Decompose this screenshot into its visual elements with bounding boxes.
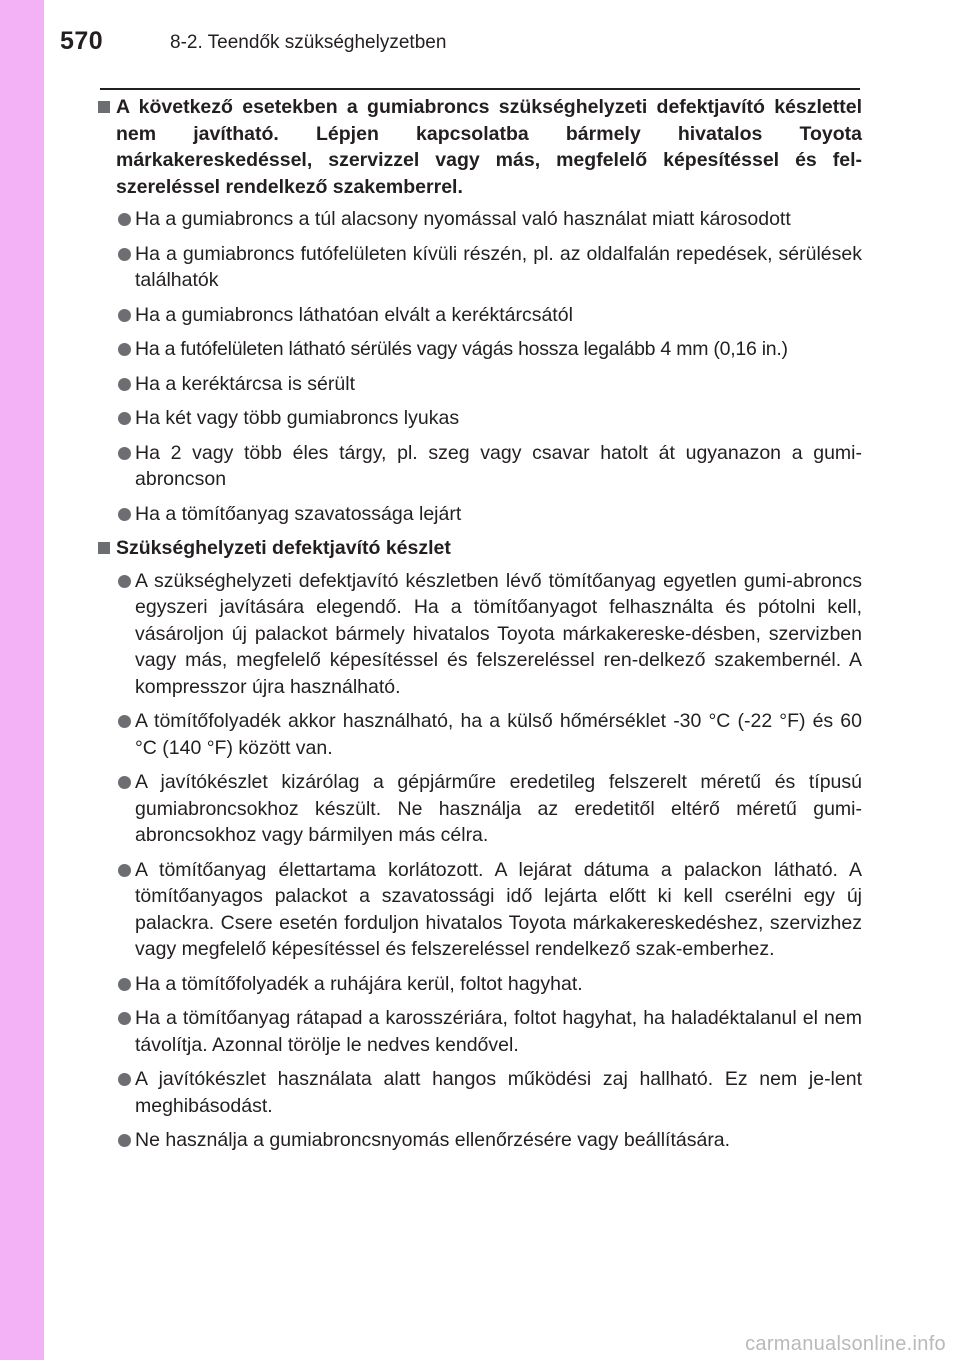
list-item bbox=[96, 440, 862, 493]
list-item-text: Ha a futófelületen látható sérülés vagy vágás hossza legalább 4 mm (0,16 in.) bbox=[135, 338, 788, 360]
list-item bbox=[96, 568, 862, 701]
round-bullet-icon bbox=[118, 241, 135, 268]
list-item-text: Ha a tömítőanyag rátapad a karosszériára, foltot hagyhat, ha haladéktalanul el nem távolítja. Azonnal törölje le nedves kendővel. bbox=[135, 1007, 862, 1056]
page-number: 570 bbox=[60, 27, 104, 55]
list-item bbox=[96, 971, 862, 998]
list-item-text: A tömítőanyag élettartama korlátozott. A lejárat dátuma a palackon látható. A tömítőanyagos palackot a szavatossági idő lejárta előtt ki kell cserélni egy új palackra. Csere esetén forduljon hivatalos Toyota márkakereskedéshez, szervizhez vagy megfelelő képesítéssel és felszereléssel rendelkező szak-emberhez. bbox=[135, 858, 862, 960]
round-bullet-icon bbox=[118, 1005, 135, 1032]
list-item bbox=[96, 206, 862, 233]
round-bullet-icon bbox=[118, 708, 135, 735]
section-heading bbox=[96, 535, 862, 562]
round-bullet-icon bbox=[118, 302, 135, 329]
round-bullet-icon bbox=[118, 336, 135, 363]
list-item bbox=[96, 1127, 862, 1154]
list-item-text: A javítókészlet használata alatt hangos működési zaj hallható. Ez nem je-lent meghibásodást. bbox=[135, 1068, 862, 1117]
square-bullet-icon bbox=[96, 94, 116, 121]
list-item bbox=[96, 405, 862, 432]
list-item-text: A szükséghelyzeti defektjavító készletben lévő tömítőanyag egyetlen gumi-abroncs egyszeri javítására elegendő. Ha a tömítőanyagot felhasználta és pótolni kell, vásároljon új palackot bármely hivatalos Toyota márkakereske-désben, szervizben vagy más, megfelelő képesítéssel és felszereléssel ren-delkező szakembernél. A kompresszor újra használható. bbox=[135, 569, 862, 698]
section-heading-text: A következő esetekben a gumiabroncs szükséghelyzeti defektjavító készlettel nem javítható. Lépjen kapcsolatba bármely hivatalos Toyota márkakereskedéssel, szervizzel vagy más, megfelelő képesítéssel és fel-szereléssel rendelkező szakemberrel. bbox=[116, 96, 862, 198]
side-color-band bbox=[0, 0, 44, 1360]
square-bullet-icon bbox=[96, 535, 116, 562]
list-item-text: Ha két vagy több gumiabroncs lyukas bbox=[135, 407, 460, 429]
list-item bbox=[96, 1005, 862, 1058]
list-item-text: Ha a tömítőfolyadék a ruhájára kerül, foltot hagyhat. bbox=[135, 972, 583, 995]
list-item bbox=[96, 371, 862, 398]
list-item-text: Ha a gumiabroncs futófelületen kívüli részén, pl. az oldalfalán repedések, sérülések találhatók bbox=[135, 242, 862, 291]
round-bullet-icon bbox=[118, 206, 135, 233]
list-item-text: Ha 2 vagy több éles tárgy, pl. szeg vagy csavar hatolt át ugyanazon a gumi-abroncson bbox=[135, 441, 862, 490]
list-item-text: Ha a keréktárcsa is sérült bbox=[135, 372, 355, 395]
section-heading bbox=[96, 94, 862, 200]
round-bullet-icon bbox=[118, 568, 135, 595]
list-item-text: Ha a gumiabroncs a túl alacsony nyomással való használat miatt károsodott bbox=[135, 208, 791, 230]
round-bullet-icon bbox=[118, 371, 135, 398]
round-bullet-icon bbox=[118, 769, 135, 796]
round-bullet-icon bbox=[118, 501, 135, 528]
list-item bbox=[96, 336, 862, 363]
round-bullet-icon bbox=[118, 1127, 135, 1154]
round-bullet-icon bbox=[118, 1066, 135, 1093]
round-bullet-icon bbox=[118, 857, 135, 884]
list-item-text: A tömítőfolyadék akkor használható, ha a külső hőmérséklet -30 °C (-22 °F) és 60 °C (140 °F) között van. bbox=[135, 710, 862, 759]
header-divider bbox=[100, 88, 860, 90]
round-bullet-icon bbox=[118, 440, 135, 467]
round-bullet-icon bbox=[118, 405, 135, 432]
list-item-text: Ne használja a gumiabroncsnyomás ellenőrzésére vagy beállítására. bbox=[135, 1129, 731, 1151]
list-item-text: Ha a gumiabroncs láthatóan elvált a keréktárcsától bbox=[135, 303, 573, 326]
watermark: carmanualsonline.info bbox=[745, 1333, 946, 1355]
list-item bbox=[96, 708, 862, 761]
list-item bbox=[96, 501, 862, 528]
round-bullet-icon bbox=[118, 971, 135, 998]
list-item-text: A javítókészlet kizárólag a gépjárműre eredetileg felszerelt méretű és típusú gumiabroncsokhoz készült. Ne használja az eredetitől eltérő méretű gumi-abroncsokhoz vagy bármilyen más célra. bbox=[135, 771, 862, 846]
list-item-text: Ha a tömítőanyag szavatossága lejárt bbox=[135, 502, 462, 525]
section-title: 8-2. Teendők szükséghelyzetben bbox=[170, 32, 447, 53]
section-heading-text: Szükséghelyzeti defektjavító készlet bbox=[116, 537, 451, 559]
page-content bbox=[96, 94, 862, 1162]
list-item bbox=[96, 857, 862, 963]
list-item bbox=[96, 1066, 862, 1119]
list-item bbox=[96, 302, 862, 329]
list-item bbox=[96, 241, 862, 294]
list-item bbox=[96, 769, 862, 849]
